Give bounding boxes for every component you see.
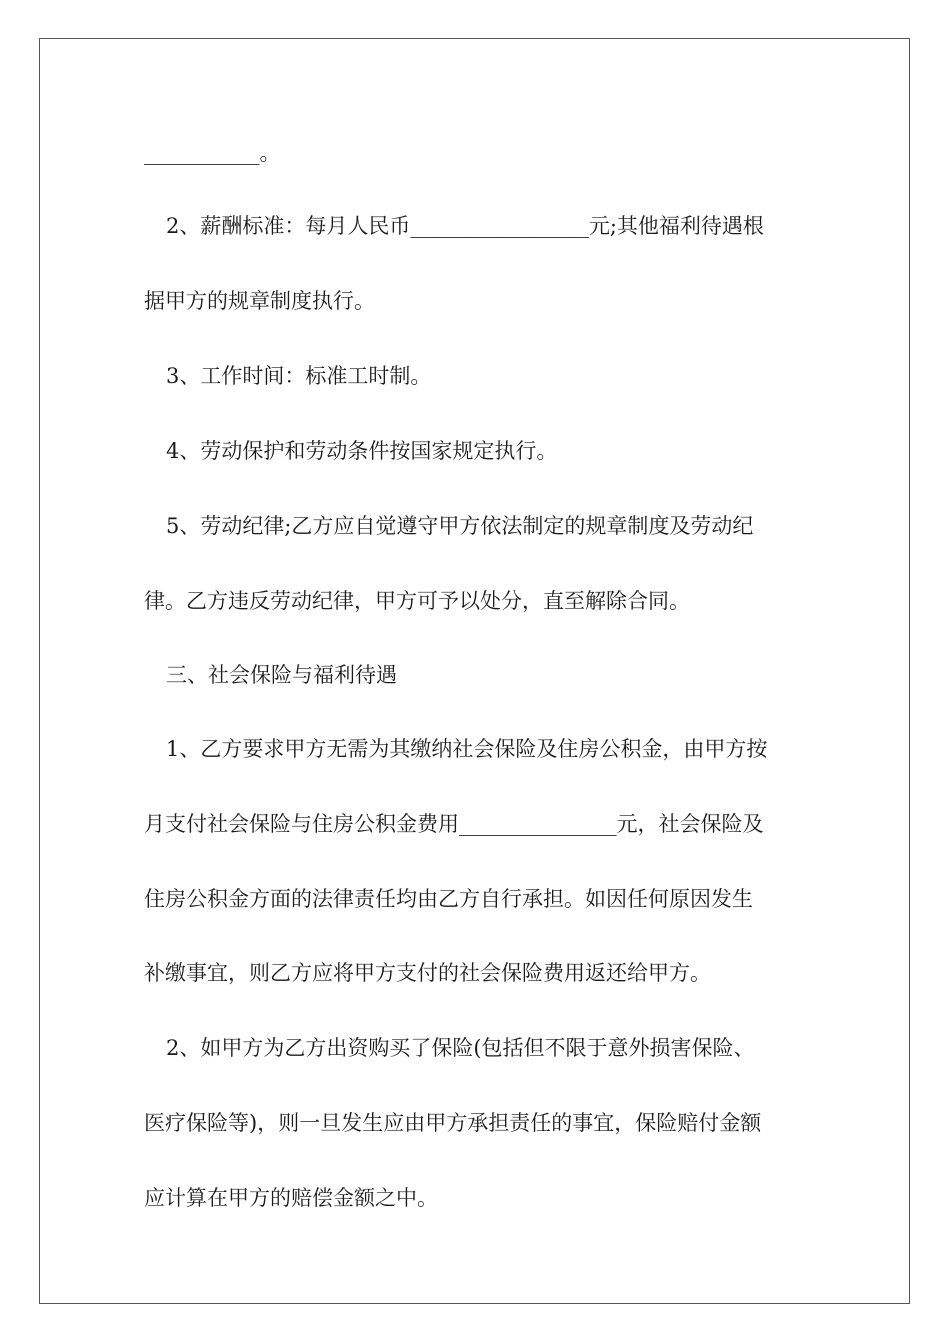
text-line-insurance-clause-2-cont-2: 应计算在甲方的赔偿金额之中。 bbox=[144, 1186, 438, 1210]
text-line-salary-standard: 2、薪酬标准：每月人民币_________________元;其他福利待遇根 bbox=[166, 214, 764, 238]
text-line-insurance-clause-1-cont-2: 住房公积金方面的法律责任均由乙方自行承担。如因任何原因发生 bbox=[144, 887, 753, 911]
text-line-insurance-clause-1-cont-1: 月支付社会保险与住房公积金费用_______________元，社会保险及 bbox=[144, 812, 764, 836]
text-line-insurance-clause-2-cont-1: 医疗保险等)，则一旦发生应由甲方承担责任的事宜，保险赔付金额 bbox=[144, 1111, 762, 1135]
text-line-working-hours: 3、工作时间：标准工时制。 bbox=[166, 364, 432, 388]
text-line-labor-discipline-continued: 律。乙方违反劳动纪律，甲方可予以处分，直至解除合同。 bbox=[144, 589, 690, 613]
text-line-insurance-clause-1-cont-3: 补缴事宜，则乙方应将甲方支付的社会保险费用返还给甲方。 bbox=[144, 961, 711, 985]
text-line-blank-end: ___________。 bbox=[144, 141, 281, 165]
section-heading-social-insurance: 三、社会保险与福利待遇 bbox=[166, 663, 397, 687]
text-line-insurance-clause-2: 2、如甲方为乙方出资购买了保险(包括但不限于意外损害保险、 bbox=[166, 1036, 755, 1060]
text-line-insurance-clause-1: 1、乙方要求甲方无需为其缴纳社会保险及住房公积金，由甲方按 bbox=[166, 737, 768, 761]
text-line-labor-discipline: 5、劳动纪律;乙方应自觉遵守甲方依法制定的规章制度及劳动纪 bbox=[166, 514, 754, 538]
text-line-salary-continued: 据甲方的规章制度执行。 bbox=[144, 289, 375, 313]
text-line-labor-protection: 4、劳动保护和劳动条件按国家规定执行。 bbox=[166, 439, 558, 463]
